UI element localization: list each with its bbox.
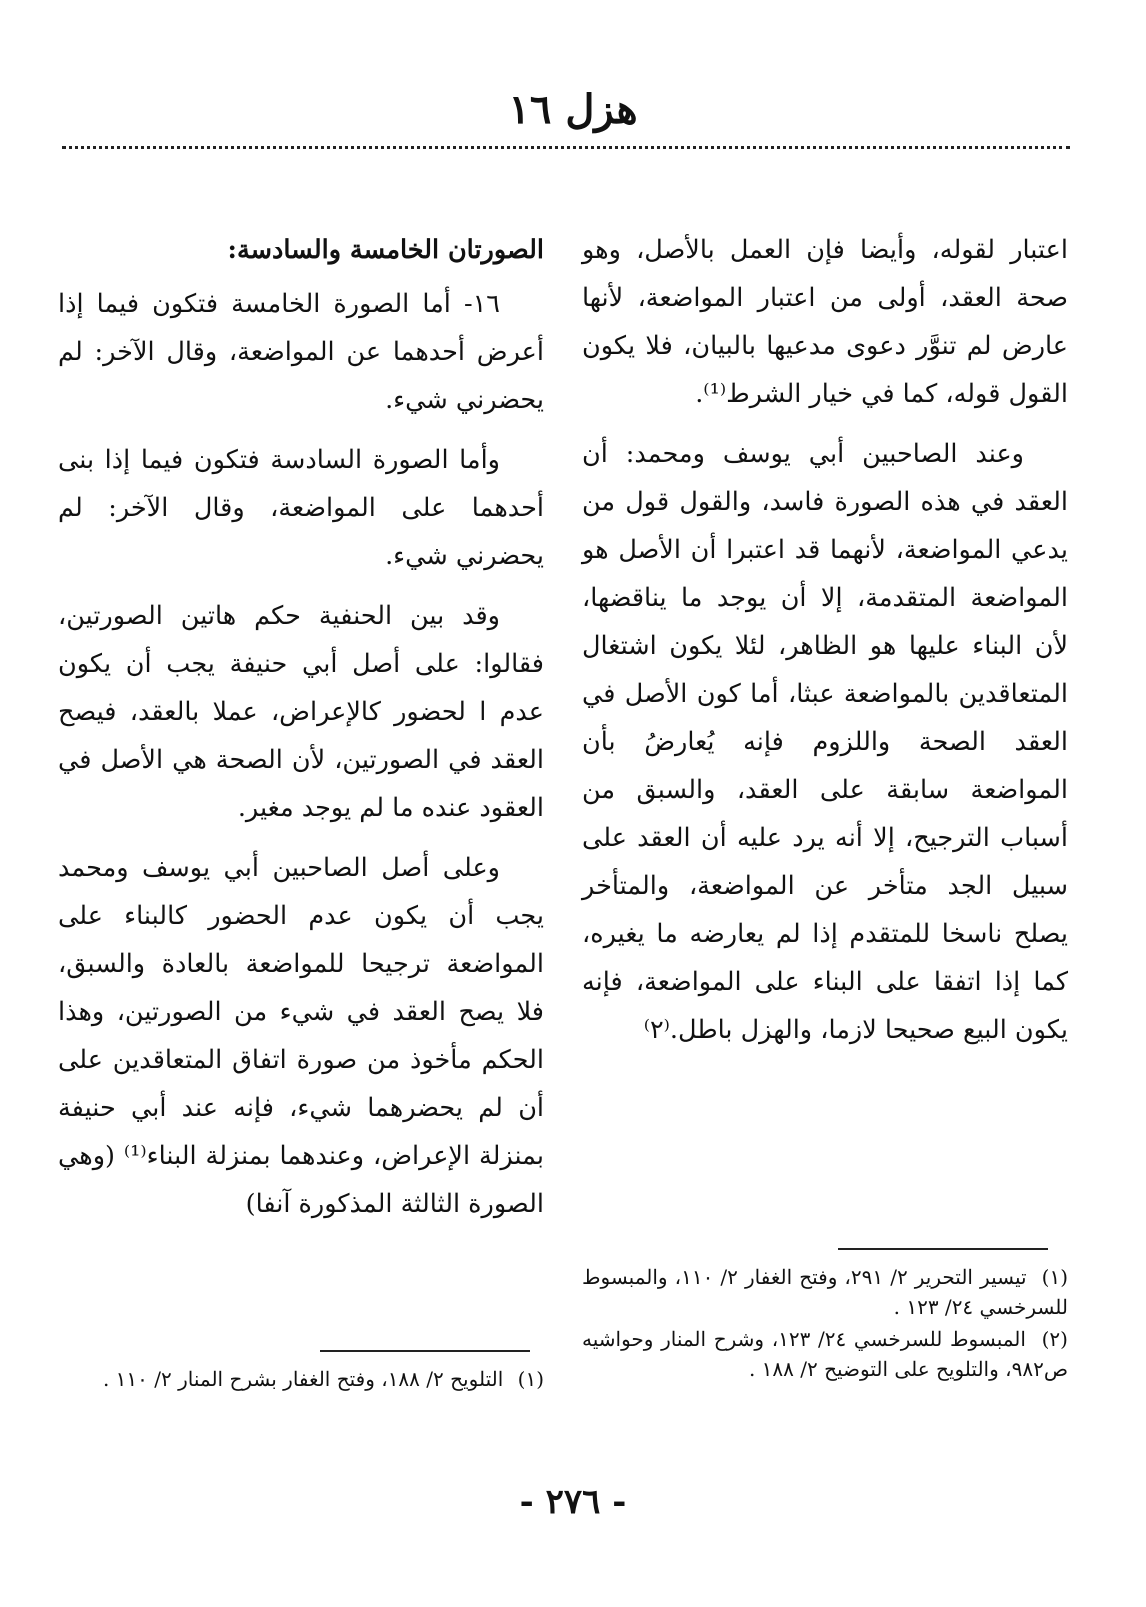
right-paragraph-2: وعند الصاحبين أبي يوسف ومحمد: أن العقد في هذه الصورة فاسد، والقول قول من يدعي المواضعة، لأنهما قد اعتبرا أن الأصل هو المواضعة المتقدمة، إلا أن يوجد ما يناقضها، لأن البناء عليها هو الظاهر، لئلا يكون اشتغال المتعاقدين بالمواضعة عبثا، أما كون الأصل في العقد الصحة واللزوم فإنه يُعارضُ بأن المواضعة سابقة على العقد، والسبق من أسباب الترجيح، إلا أنه يرد عليه أن العقد على سبيل الجد متأخر عن المواضعة، والمتأخر يصلح ناسخا للمتقدم إذا لم يعارضه ما يغيره، كما إذا اتفقا على البناء على المواضعة، فإنه يكون البيع صحيحا لازما، والهزل باطل.⁽٢⁾ (582, 439, 1068, 1045)
left-paragraph-4: وعلى أصل الصاحبين أبي يوسف ومحمد يجب أن يكون عدم الحضور كالبناء على المواضعة ترجيحا للمواضعة بالعادة والسبق، فلا يصح العقد في شيء من الصورتين، وهذا الحكم مأخوذ من صورة اتفاق المتعاقدين على أن لم يحضرهما شيء، فإنه عند أبي حنيفة بمنزلة الإعراض، وعندهما بمنزلة البناء⁽¹⁾ (وهي الصورة الثالثة المذكورة آنفا) (58, 853, 544, 1219)
footnote-marker: (١) (517, 1367, 544, 1391)
footnote-text: التلويح ٢/ ١٨٨، وفتح الغفار بشرح المنار ٢/ ١١٠ . (102, 1367, 504, 1391)
page-header-title: هزل ١٦ (508, 86, 638, 133)
page-number: - ٢٧٦ - (519, 1482, 627, 1522)
footnote-text: تيسير التحرير ٢/ ٢٩١، وفتح الغفار ٢/ ١١٠، والمبسوط للسرخسي ٢٤/ ١٢٣ . (582, 1265, 1068, 1319)
left-column (58, 226, 544, 1240)
footnote-rule-left (320, 1350, 530, 1352)
footnote-right-1 (582, 1262, 1068, 1322)
section-heading: الصورتان الخامسة والسادسة: (227, 235, 544, 265)
left-paragraph-1: ١٦- أما الصورة الخامسة فتكون فيما إذا أعرض أحدهما عن المواضعة، وقال الآخر: لم يحضرني شيء. (58, 289, 544, 415)
footnote-rule-right (838, 1248, 1048, 1250)
left-paragraph-3: وقد بين الحنفية حكم هاتين الصورتين، فقالوا: على أصل أبي حنيفة يجب أن يكون عدم ا لحضور كالإعراض، عملا بالعقد، فيصح العقد في الصورتين، لأن الصحة هي الأصل في العقود عنده ما لم يوجد مغير. (58, 601, 544, 823)
footnote-right-2 (582, 1324, 1068, 1384)
footnote-text: المبسوط للسرخسي ٢٤/ ١٢٣، وشرح المنار وحواشيه ص٩٨٢، والتلويح على التوضيح ٢/ ١٨٨ . (582, 1327, 1068, 1381)
footnote-marker: (١) (1041, 1265, 1069, 1289)
footnote-left-1 (58, 1364, 544, 1394)
right-paragraph-1: اعتبار لقوله، وأيضا فإن العمل بالأصل، وهو صحة العقد، أولى من اعتبار المواضعة، لأنها عارض لم تنوَّر دعوى مدعيها بالبيان، فلا يكون القول قوله، كما في خيار الشرط⁽¹⁾. (582, 235, 1068, 409)
header-dotted-divider (62, 146, 1070, 149)
left-paragraph-2: وأما الصورة السادسة فتكون فيما إذا بنى أحدهما على المواضعة، وقال الآخر: لم يحضرني شيء. (58, 445, 544, 571)
footnotes-left (58, 1364, 544, 1396)
footnote-marker: (٢) (1041, 1327, 1068, 1351)
right-column (582, 226, 1068, 1066)
footnotes-right (582, 1262, 1068, 1386)
